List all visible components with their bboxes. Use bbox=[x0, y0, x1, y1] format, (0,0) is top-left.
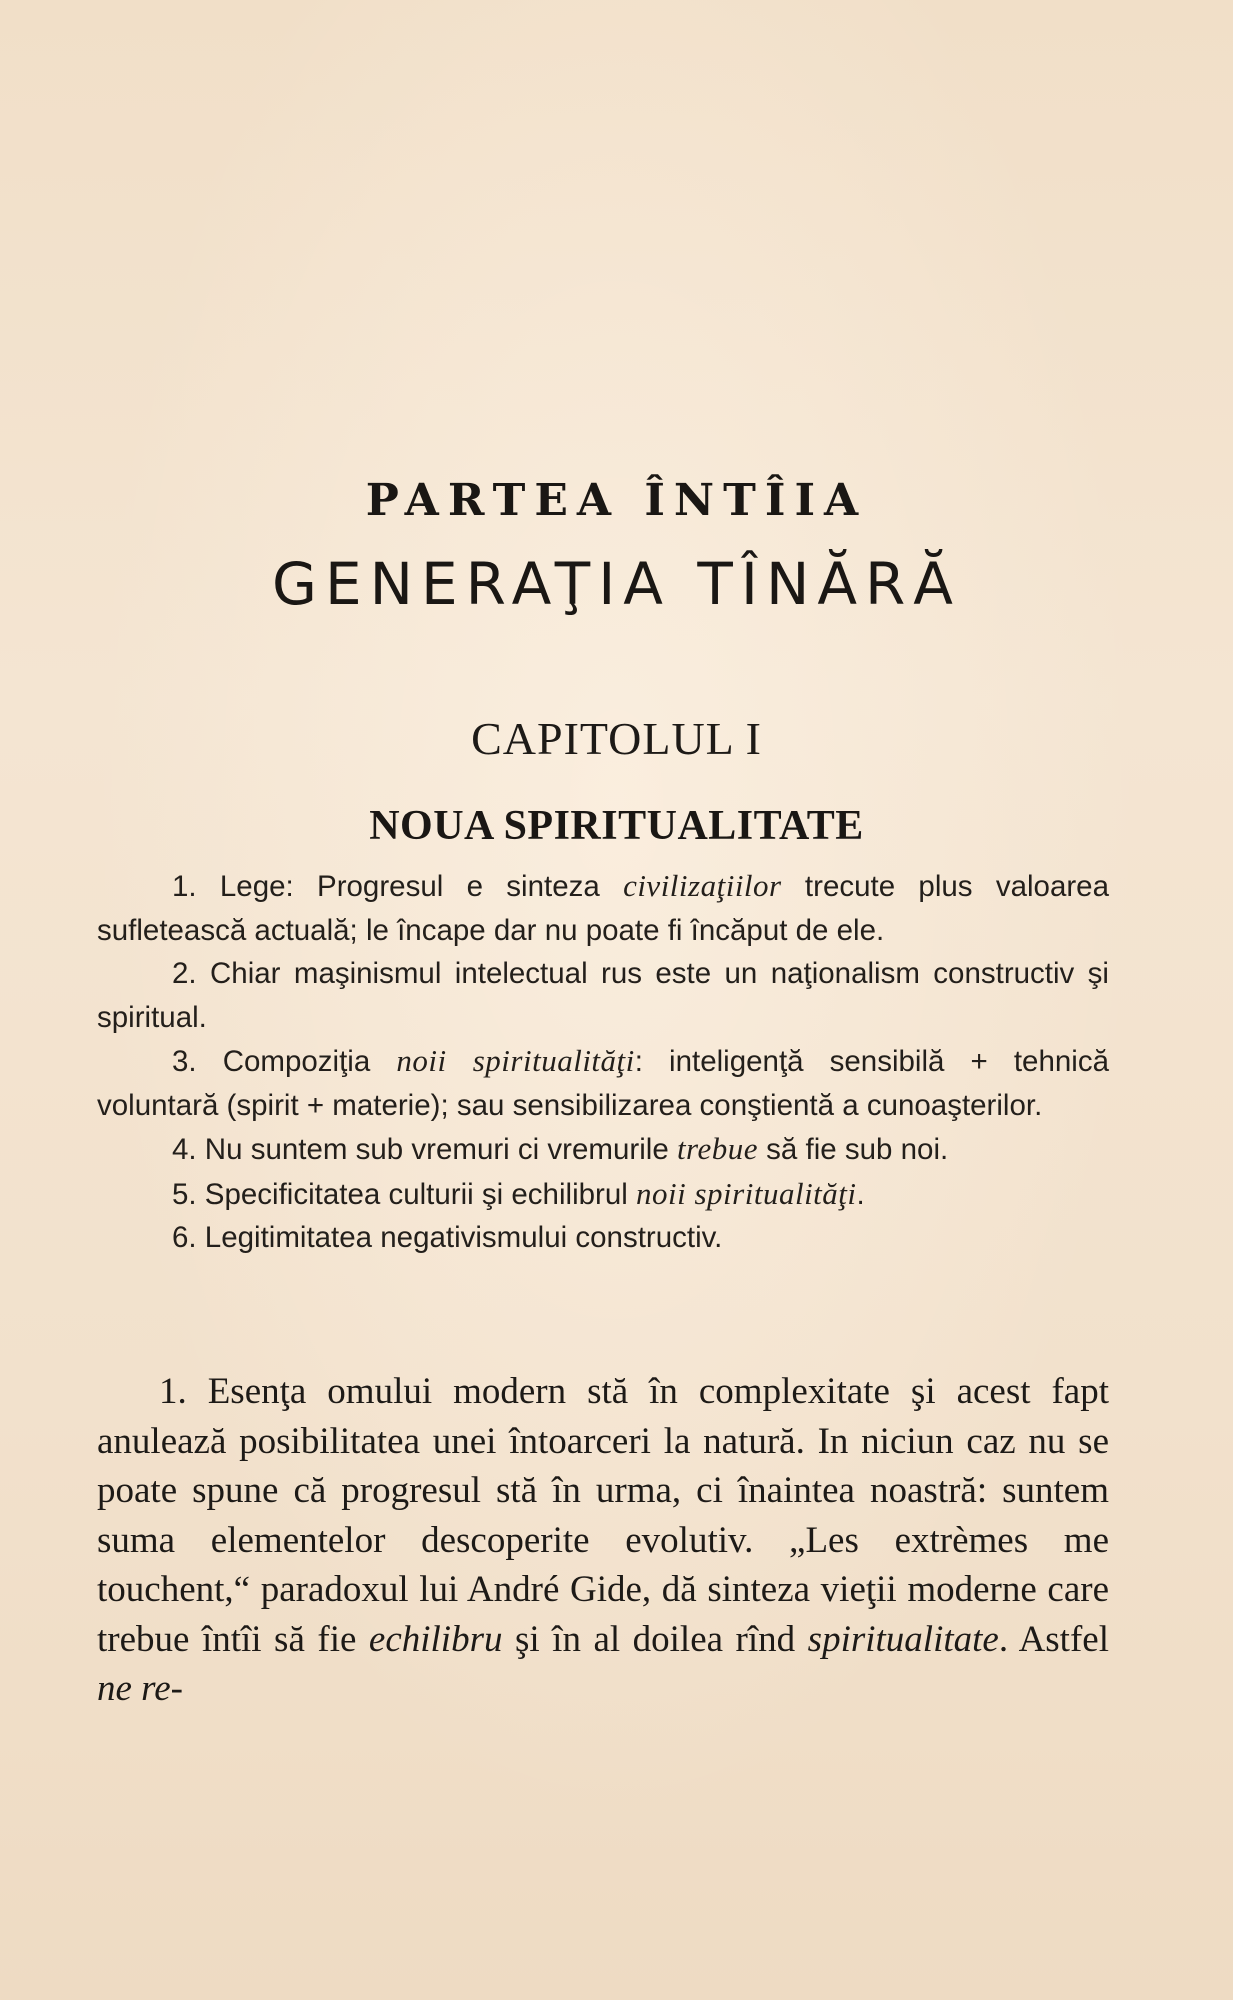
part-title: PARTEA ÎNTÎIA bbox=[365, 475, 868, 526]
summary-item-4: 4. Nu suntem sub vremuri ci vremurile trebue să fie sub noi. bbox=[172, 1131, 949, 1166]
chapter-label: CAPITOLUL I bbox=[471, 713, 762, 764]
chapter-summary bbox=[97, 864, 1109, 1260]
summary-item-5: 5. Specificitatea culturii şi echilibrul noii spiritualităţi. bbox=[172, 1175, 865, 1211]
summary-item-6: 6. Legitimitatea negativismului constructiv. bbox=[172, 1221, 723, 1254]
chapter-title: NOUA SPIRITUALITATE bbox=[369, 803, 864, 849]
summary-item-1: 1. Lege: Progresul e sinteza civilizaţiilor trecute plus valoarea sufletească actuală; le încape dar nu poate fi încăput de ele. bbox=[97, 868, 1109, 947]
book-title: GENERAŢIA TÎNĂRĂ bbox=[272, 550, 961, 618]
body-text bbox=[97, 1367, 1109, 1714]
body-paragraph-1: 1. Esenţa omului modern stă în complexitate şi acest fapt anulează posibilitatea unei întoarceri la natură. In niciun caz nu se poate spune că progresul stă în urma, ci înaintea noastră: suntem suma elementelor descoperite evolutiv. „Les extrèmes me touchent,“ paradoxul lui André Gide, dă sinteza vieţii moderne care trebue întîi să fie echilibru şi în al doilea rînd spiritualitate. Astfel ne re- bbox=[97, 1371, 1109, 1709]
summary-item-2: 2. Chiar maşinismul intelectual rus este un naţionalism constructiv şi spiritual. bbox=[97, 957, 1109, 1034]
summary-item-3: 3. Compoziţia noii spiritualităţi: inteligenţă sensibilă + tehnică voluntară (spirit + materie); sau sensibilizarea conştientă a cunoaşterilor. bbox=[97, 1043, 1109, 1122]
